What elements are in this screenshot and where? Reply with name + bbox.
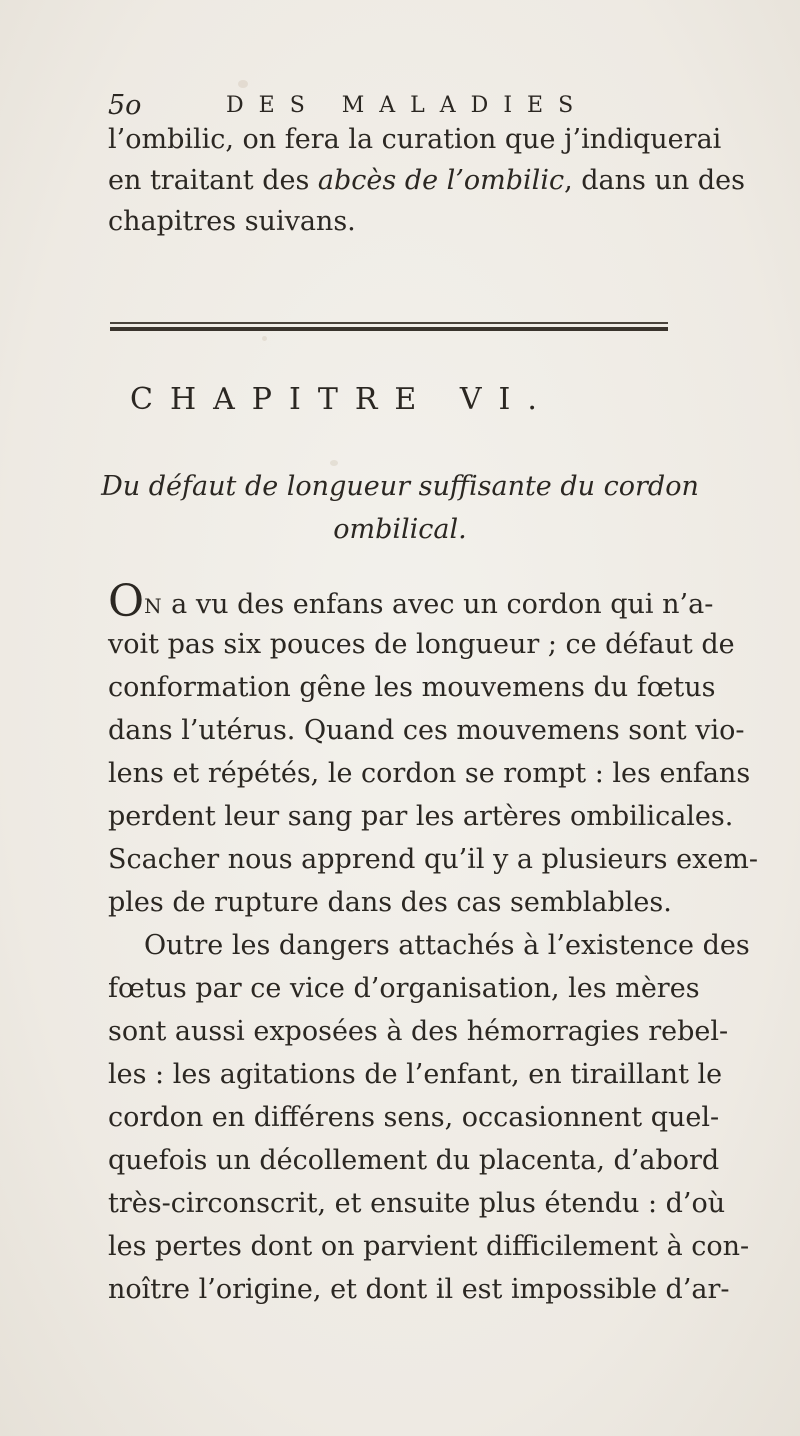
body-line: conformation gêne les mouvemens du fœtus — [108, 672, 716, 703]
body-line-paragraph-start: Outre les dangers attachés à l’existence des — [144, 930, 750, 961]
body-line: noître l’origine, et dont il est impossible d’ar- — [108, 1274, 730, 1305]
small-cap-letters: N — [144, 594, 163, 618]
running-head-title: DES MALADIES — [226, 93, 589, 118]
body-line: cordon en différens sens, occasionnent quel- — [108, 1102, 720, 1133]
body-line: ples de rupture dans des cas semblables. — [108, 887, 672, 918]
body-line: très-circonscrit, et ensuite plus étendu : d’où — [108, 1188, 726, 1219]
divider-rule-thin — [110, 322, 668, 324]
body-line: Scacher nous apprend qu’il y a plusieurs exem- — [108, 844, 759, 875]
body-line: dans l’utérus. Quand ces mouvemens sont vio- — [108, 715, 745, 746]
paper-stain — [262, 336, 267, 341]
body-line: lens et répétés, le cordon se rompt : les enfans — [108, 758, 751, 789]
paper-stain — [330, 460, 338, 466]
body-line: quefois un décollement du placenta, d’abord — [108, 1145, 720, 1176]
running-head — [108, 86, 668, 126]
chapter-subtitle-line-2: ombilical. — [333, 514, 467, 545]
body-line: fœtus par ce vice d’organisation, les mères — [108, 973, 700, 1004]
body-line: voit pas six pouces de longueur ; ce défaut de — [108, 629, 735, 660]
body-line: les pertes dont on parvient difficilement à con- — [108, 1231, 750, 1262]
body-line: perdent leur sang par les artères ombilicales. — [108, 801, 734, 832]
intro-line-3: chapitres suivans. — [108, 206, 356, 237]
body-line-1-text: a vu des enfans avec un cordon qui n’a- — [162, 589, 714, 620]
body-line: les : les agitations de l’enfant, en tiraillant le — [108, 1059, 723, 1090]
intro-text-end: , dans un des — [564, 165, 745, 196]
intro-text: en traitant des — [108, 165, 318, 196]
chapter-subtitle-line-1: Du défaut de longueur suffisante du cordon — [101, 471, 699, 502]
intro-line-1: l’ombilic, on fera la curation que j’indiquerai — [108, 124, 722, 155]
body-line-1 — [108, 576, 714, 627]
drop-cap: O — [108, 576, 145, 627]
divider-rule-thick — [110, 327, 668, 331]
page-number: 5o — [108, 90, 142, 121]
chapter-title: CHAPITRE VI. — [130, 382, 554, 417]
intro-line-2 — [108, 163, 745, 199]
body-line: sont aussi exposées à des hémorragies rebel- — [108, 1016, 729, 1047]
intro-emphasis: abcès de l’ombilic — [317, 165, 565, 196]
